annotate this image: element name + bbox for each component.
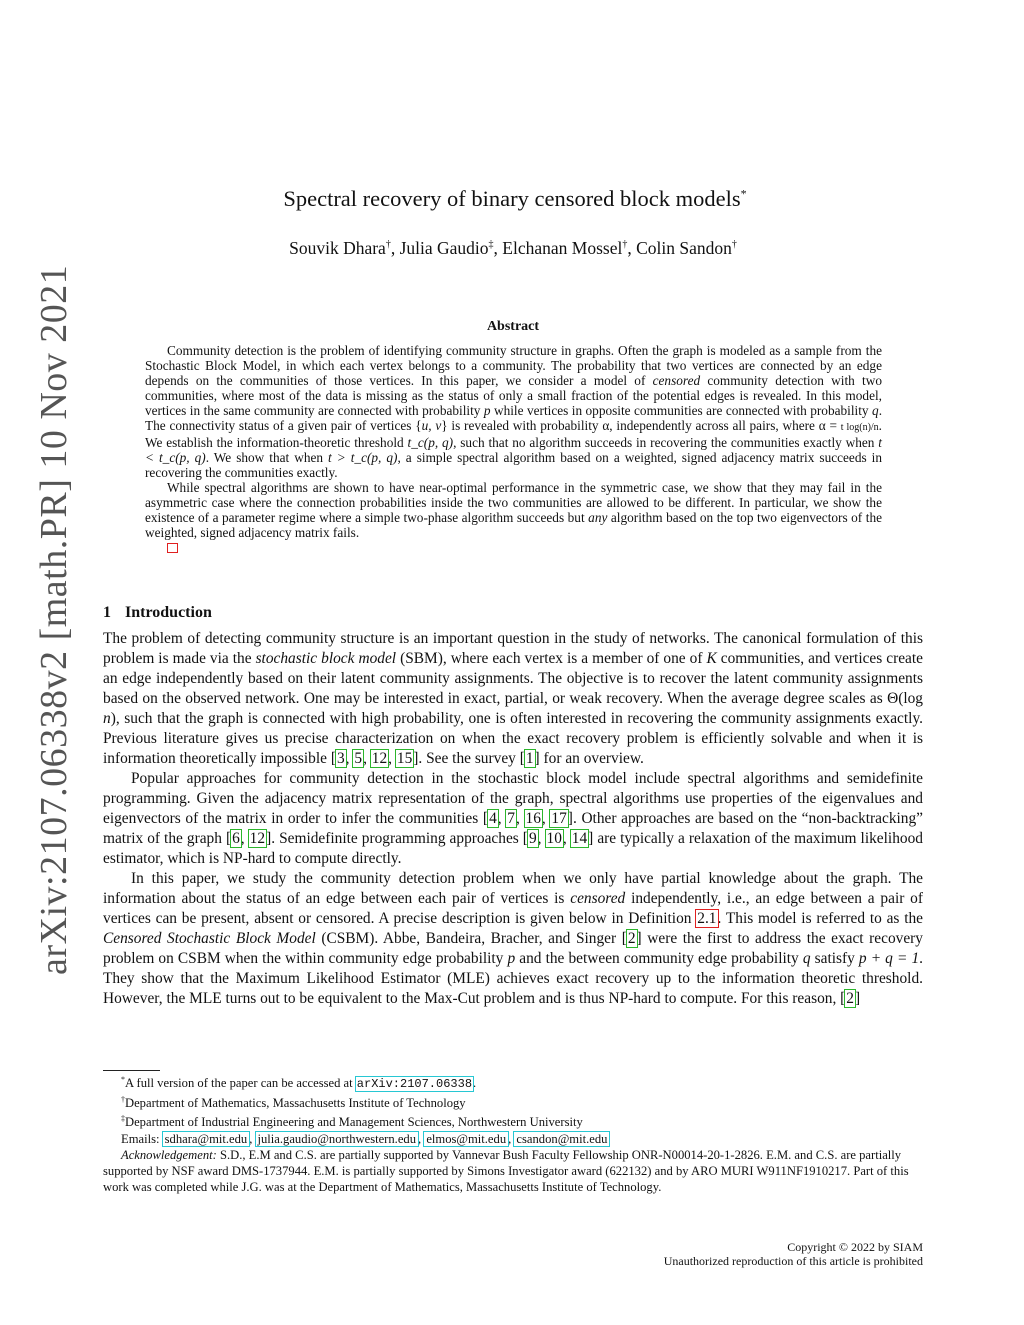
citation-link[interactable]: 15: [396, 750, 413, 767]
section-heading: 1 Introduction: [103, 604, 212, 621]
footnote-rule: [103, 1070, 160, 1071]
footnotes: [103, 1072, 925, 1195]
footnote-3: ‡Department of Industrial Engineering and Management Sciences, Northwestern University: [121, 1114, 583, 1130]
citation-link[interactable]: 17: [551, 810, 567, 827]
abstract-heading: Abstract: [486, 319, 540, 334]
citation-link[interactable]: 12: [371, 750, 388, 767]
citation-link[interactable]: 16: [525, 810, 541, 827]
author: Julia Gaudio: [399, 238, 489, 258]
email-link[interactable]: csandon@mit.edu: [516, 1131, 608, 1146]
paper-title: Spectral recovery of binary censored block models*: [283, 186, 747, 211]
abstract-paragraph: Community detection is the problem of identifying community structure in graphs. Often the graph is modeled as a sample from the Stochastic Block Model, in which each vertex belongs to a community. The probability that two vertices are connected by an edge depends on the communities of those vertices. In this paper, we consider a model of censored community detection with two communities, where most of the data is missing as the status of only a small fraction of the potential edges is revealed. In this model, vertices in the same community are connected with probability p while vertices in opposite communities are connected with probability q. The connectivity status of a given pair of vertices {u, v} is revealed with probability α, independently across all pairs, where α = t log(n)/n. We establish the information-theoretic threshold t_c(p, q), such that no algorithm succeeds in recovering the communities exactly when t < t_c(p, q). We show that when t > t_c(p, q), a simple spectral algorithm based on a weighted, signed adjacency matrix succeeds in recovering the communities exactly.: [145, 343, 883, 480]
citation-link[interactable]: 12: [249, 830, 266, 847]
citation-link[interactable]: 4: [489, 810, 497, 827]
citation-link[interactable]: 7: [507, 810, 515, 827]
footnote-1: *A full version of the paper can be accessed at arXiv:2107.06338.: [121, 1075, 477, 1092]
copyright-notice: [664, 1240, 923, 1268]
intro-paragraph-1: The problem of detecting community structure is an important question in the study of networks. The canonical formulation of this problem is made via the stochastic block model (SBM), where each vertex is a member of one of K communities, and vertices create an edge independently based on their latent community assignments. The objective is to recover the latent community assignments based on the observed network. One may be interested in exact, partial, or weak recovery. When the average degree scales as Θ(log n), such that the graph is connected with high probability, one is often interested in recovering the community assignments exactly. Previous literature gives us precise characterization on when the exact recovery problem is efficiently solvable and when it is information theoretically impossible [3, 5, 12, 15]. See the survey [1] for an overview.: [103, 630, 923, 767]
abstract-body: [145, 343, 882, 556]
copyright-line: Copyright © 2022 by SIAM: [787, 1240, 923, 1254]
email-link[interactable]: sdhara@mit.edu: [164, 1131, 248, 1146]
footnote-2: †Department of Mathematics, Massachusetts Institute of Technology: [121, 1095, 466, 1111]
citation-link[interactable]: 2: [627, 930, 636, 947]
acknowledgement: Acknowledgement: S.D., E.M and C.S. are partially supported by Vannevar Bush Faculty Fellowship ONR-N00014-20-1-2826. E.M. and C.S. are partially supported by NSF award DMS-1737944. E.M. is partially supported by Simons Investigator award (622132) and by ARO MURI W911NF1910217. Part of this work was completed while J.G. was at the Department of Mathematics, Massachusetts Institute of Technology.: [103, 1147, 909, 1194]
author: Souvik Dhara: [289, 238, 386, 258]
citation-link[interactable]: 5: [354, 750, 363, 767]
citation-link[interactable]: 14: [571, 830, 588, 847]
definition-link[interactable]: 2.1: [697, 910, 717, 927]
citation-link[interactable]: 1: [525, 750, 534, 767]
emails-line: Emails: sdhara@mit.edu , julia.gaudio@northwestern.edu , elmos@mit.edu , csandon@mit.edu: [121, 1131, 608, 1146]
footnote-marker-box[interactable]: [167, 543, 178, 553]
intro-paragraph-2: Popular approaches for community detection in the stochastic block model include spectral algorithms and semidefinite programming. Given the adjacency matrix representation of the graph, spectral algorithms use properties of the eigenvalues and eigenvectors of the matrix in order to infer the communities [4, 7, 16, 17]. Other approaches are based on the “non-backtracking” matrix of the graph [6, 12]. Semidefinite programming approaches [9, 10, 14] are typically a relaxation of the maximum likelihood estimator, which is NP-hard to compute directly.: [103, 770, 924, 867]
citation-link[interactable]: 10: [546, 830, 562, 847]
citation-link[interactable]: 6: [232, 830, 240, 847]
author-list: Souvik Dhara†, Julia Gaudio‡, Elchanan Mossel†, Colin Sandon†: [289, 238, 737, 258]
intro-body: [103, 629, 923, 1009]
author: Elchanan Mossel: [502, 238, 623, 258]
citation-link[interactable]: 3: [336, 750, 345, 767]
copyright-line: Unauthorized reproduction of this article is prohibited: [663, 1254, 923, 1268]
abstract-paragraph: While spectral algorithms are shown to have near-optimal performance in the symmetric case, we show that they may fail in the asymmetric case where the connection probabilities inside the two communities are allowed to be different. In particular, we show the existence of a parameter regime where a simple two-phase algorithm succeeds but any algorithm based on the top two eigenvectors of the weighted, signed adjacency matrix fails.: [145, 480, 883, 540]
email-link[interactable]: julia.gaudio@northwestern.edu: [257, 1131, 417, 1146]
email-link[interactable]: elmos@mit.edu: [426, 1131, 507, 1146]
intro-paragraph-3: In this paper, we study the community detection problem when we only have partial knowledge about the graph. The information about the status of an edge between each pair of vertices is censored independently, i.e., an edge between a pair of vertices can be present, absent or censored. A precise description is given below in Definition 2.1. This model is referred to as the Censored Stochastic Block Model (CSBM). Abbe, Bandeira, Bracher, and Singer [2] were the first to address the exact recovery problem on CSBM when the within community edge probability p and the between community edge probability q satisfy p + q = 1. They show that the Maximum Likelihood Estimator (MLE) achieves exact recovery up to the information theoretic threshold. However, the MLE turns out to be equivalent to the Max-Cut problem and is thus NP-hard to compute. For this reason, [2]: [103, 870, 924, 1007]
citation-link[interactable]: 9: [528, 830, 537, 847]
citation-link[interactable]: 2: [846, 990, 854, 1007]
arxiv-link[interactable]: arXiv:2107.06338: [356, 1077, 473, 1092]
arxiv-sidebar-stamp: arXiv:2107.06338v2 [math.PR] 10 Nov 2021: [33, 264, 75, 975]
author: Colin Sandon: [636, 238, 732, 258]
